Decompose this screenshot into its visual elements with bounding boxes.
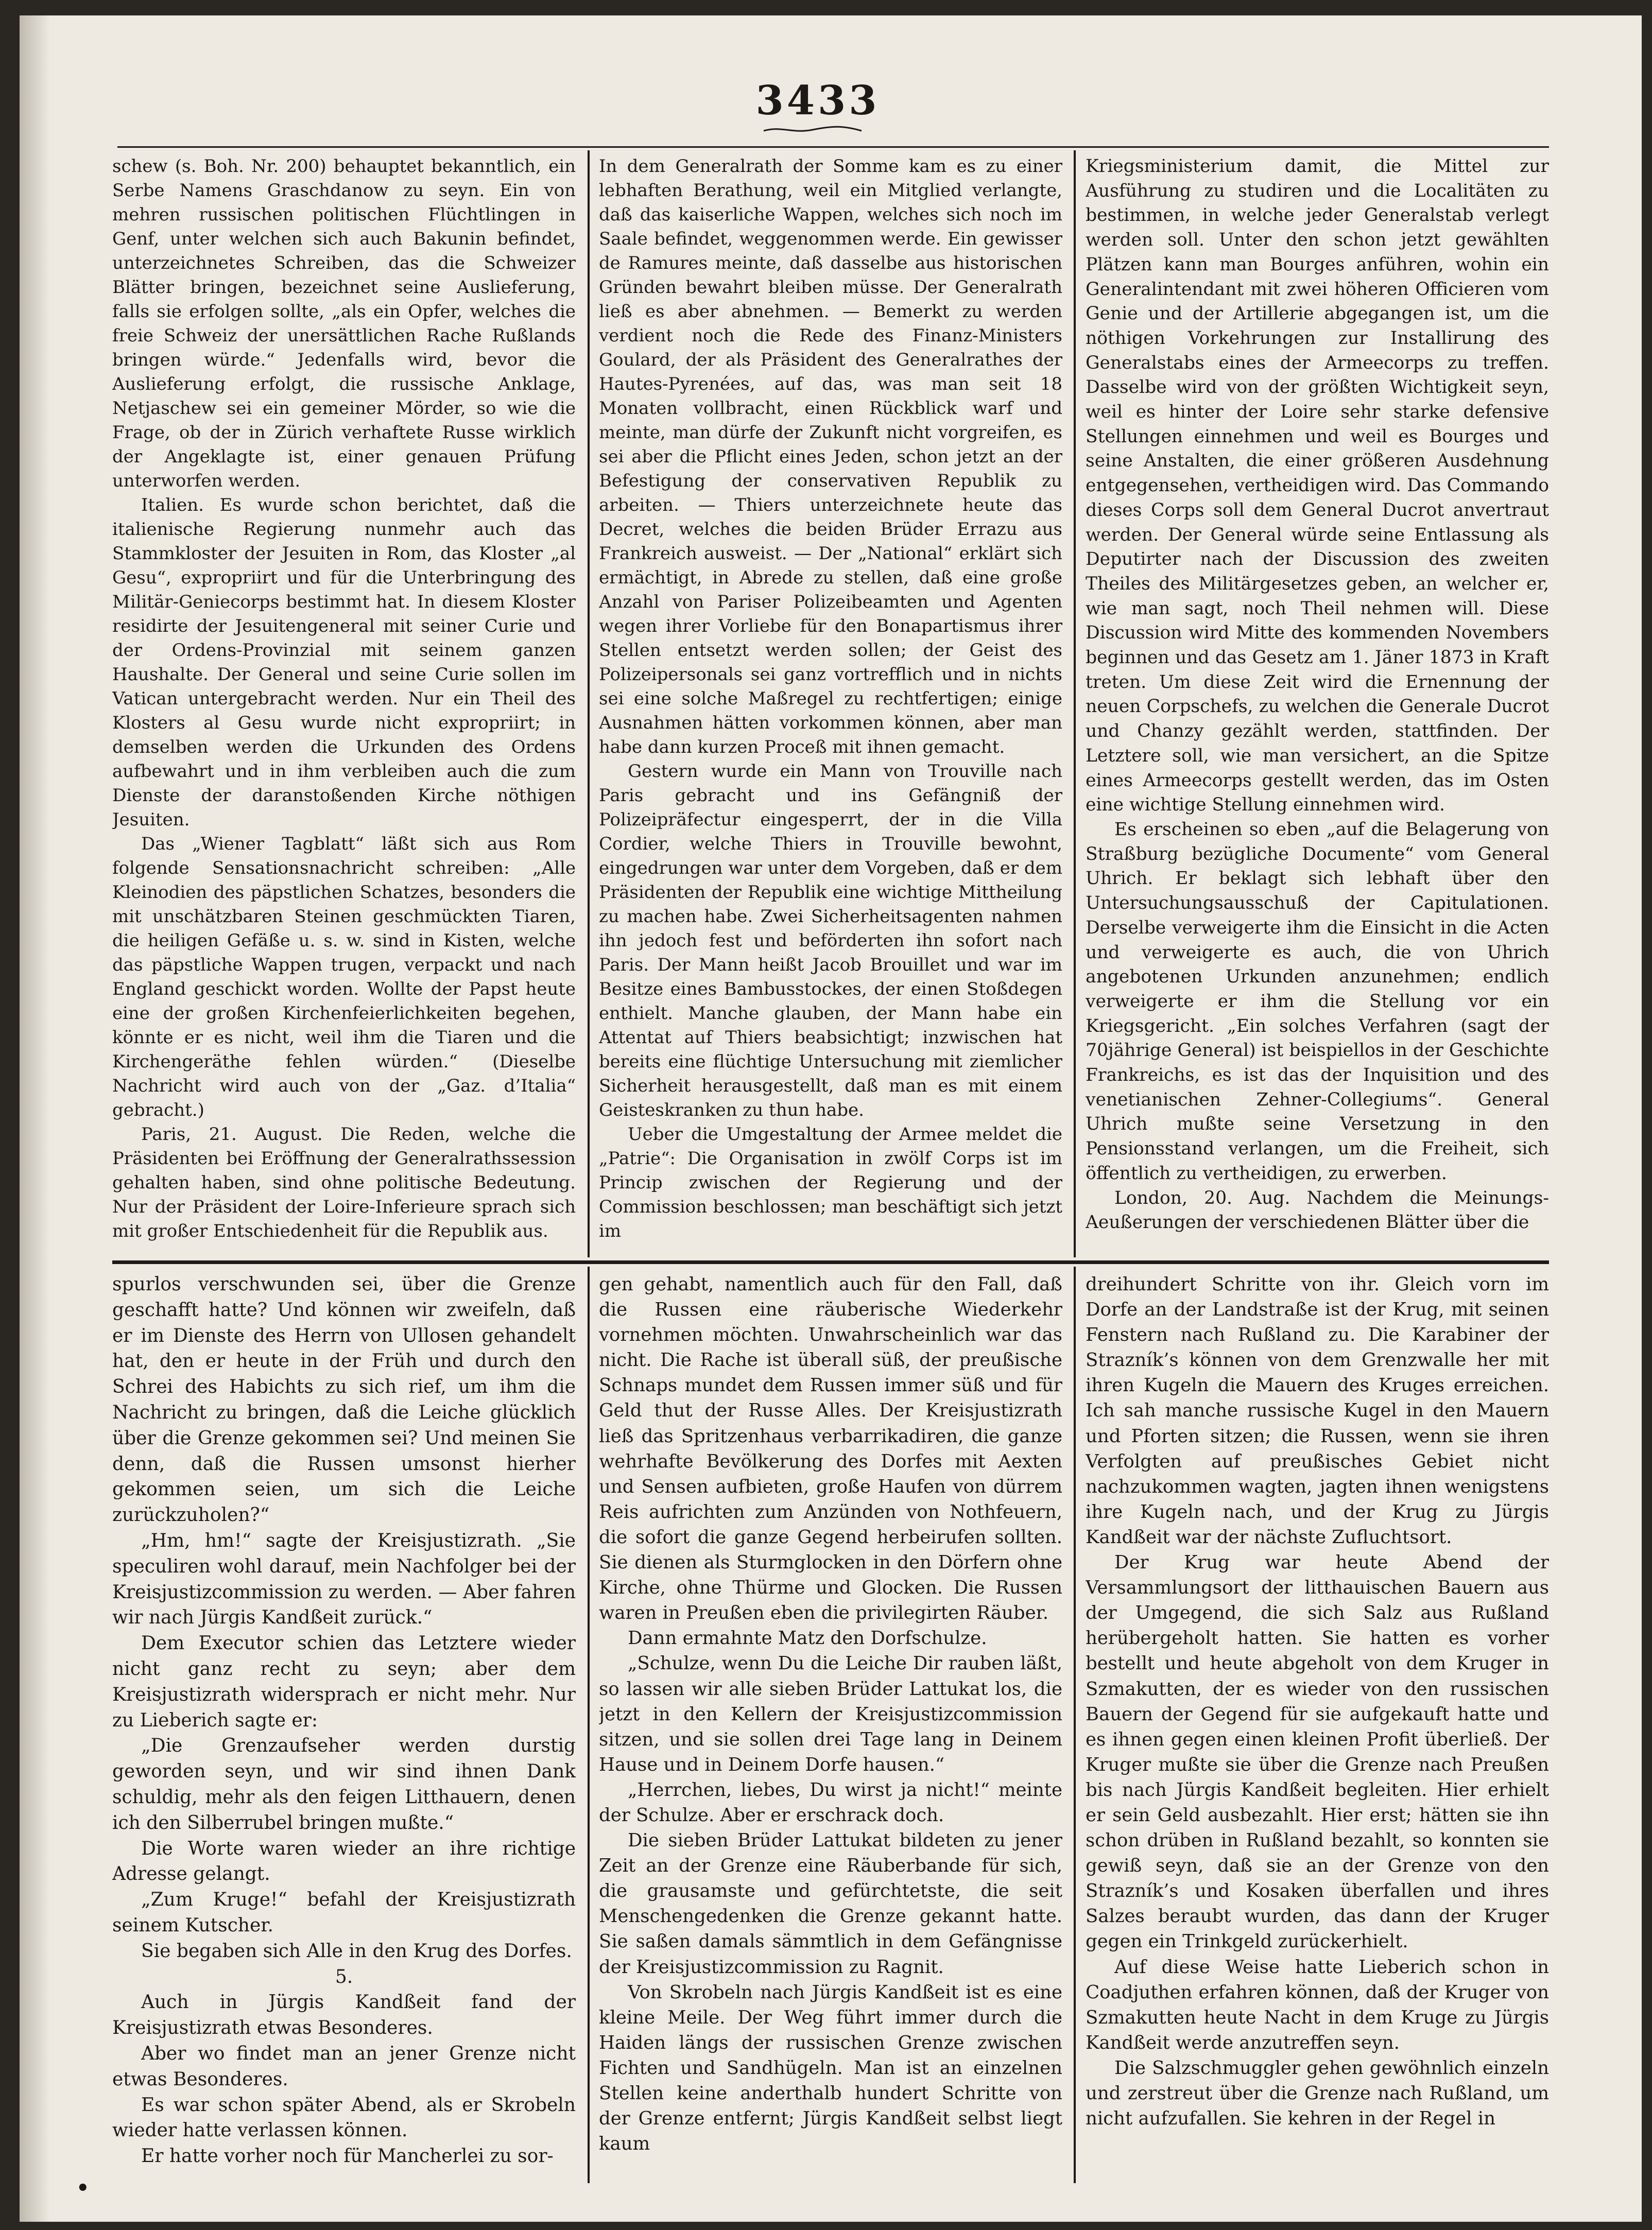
paragraph: Es erscheinen so eben „auf die Belagerung von Straßburg bezügliche Documente“ vom General Uhrich. Er beklagt sich lebhaft über den Untersuchungsausschuß der Capitulationen. Derselbe verweigerte ihm die Einsicht in die Acten und verweigerte es auch, die von Uhrich angebotenen Urkunden anzunehmen; endlich verweigerte er ihm die Stellung vor ein Kriegsgericht. „Ein solches Verfahren (sagt der 70jährige General) ist beispiellos in der Geschichte Frankreichs, es ist das der Inquisition und des venetianischen Zehner-Collegiums“. General Uhrich mußte seine Versetzung in den Pensionsstand verlangen, um die Freiheit, sich öffentlich zu vertheidigen, zu erwerben. bbox=[1086, 819, 1549, 1184]
page-number-flourish bbox=[761, 125, 864, 135]
paragraph: In dem Generalrath der Somme kam es zu einer lebhaften Berathung, weil ein Mitglied verlangte, daß das kaiserliche Wappen, welches sich noch im Saale befindet, weggenommen werde. Ein gewisser de Ramures meinte, daß dasselbe aus historischen Gründen bewahrt bleiben müsse. Der Generalrath ließ es aber abnehmen. — Bemerkt zu werden verdient noch die Rede des Finanz-Ministers Goulard, der als Präsident des Generalrathes der Hautes-Pyrenées, auf das, was man seit 18 Monaten vollbracht, einen Rückblick warf und meinte, man dürfe der Zukunft nicht vorgreifen, es sei aber die Pflicht eines Jeden, schon jetzt an der Befestigung der conservativen Republik zu arbeiten. — Thiers unterzeichnete heute das Decret, welches die beiden Brüder Errazu aus Frankreich ausweist. — Der „National“ erklärt sich ermächtigt, in Abrede zu stellen, daß eine große Anzahl von Pariser Polizeibeamten und Agenten wegen ihrer Vorliebe für den Bonapartismus ihrer Stellen entsetzt werden sollen; der Geist des Polizeipersonals sei ganz vortrefflich und in nichts sei eine solche Maßregel zu rechtfertigen; einige Ausnahmen hätten vorkommen können, aber man habe dann kurzen Proceß mit ihnen gemacht. bbox=[599, 156, 1062, 757]
column-rule bbox=[1074, 150, 1076, 1257]
column-rule bbox=[1074, 1267, 1076, 2183]
paragraph: Es war schon später Abend, als er Skrobeln wieder hatte verlassen können. bbox=[112, 2094, 576, 2141]
lower-column-3 bbox=[1086, 1272, 1549, 2178]
paragraph: Aber wo findet man an jener Grenze nicht etwas Besonderes. bbox=[112, 2043, 576, 2090]
paragraph: Von Skrobeln nach Jürgis Kandßeit ist es eine kleine Meile. Der Weg führt immer durch die Haiden längs der russischen Grenze zwischen Fichten und Sandhügeln. Man ist an einzelnen Stellen keine anderthalb hundert Schritte von der Grenze entfernt; Jürgis Kandßeit selbst liegt kaum bbox=[599, 1981, 1062, 2155]
lower-column-1 bbox=[112, 1272, 576, 2178]
paragraph: Dem Executor schien das Letztere wieder nicht ganz recht zu seyn; aber dem Kreisjustizrath widersprach er nicht mehr. Nur zu Lieberich sagte er: bbox=[112, 1633, 576, 1731]
paragraph: Das „Wiener Tagblatt“ läßt sich aus Rom folgende Sensationsnachricht schreiben: „Alle Kleinodien des päpstlichen Schatzes, besonders die mit unschätzbaren Steinen geschmückten Tiaren, die heiligen Gefäße u. s. w. sind in Kisten, welche das päpstliche Wappen trugen, verpackt und nach England geschickt worden. Wollte der Papst heute eine der großen Kirchenfeierlichkeiten begehen, könnte er es nicht, weil ihm die Tiaren und die Kirchengeräthe fehlen würden.“ (Dieselbe Nachricht wird auch von der „Gaz. d’Italia“ gebracht.) bbox=[112, 834, 576, 1120]
column-rule bbox=[588, 150, 590, 1257]
upper-column-3 bbox=[1086, 154, 1549, 1256]
paragraph: „Die Grenzaufseher werden durstig geworden seyn, und wir sind ihnen Dank schuldig, mehr als den feigen Litthauern, denen ich den Silberrubel bringen mußte.“ bbox=[112, 1735, 576, 1834]
paragraph: Kriegsministerium damit, die Mittel zur Ausführung zu studiren und die Localitäten zu bestimmen, in welche jeder Generalstab verlegt werden soll. Unter den schon jetzt gewählten Plätzen kann man Bourges anführen, wohin ein Generalintendant mit zwei höheren Officieren vom Genie und der Artillerie abgegangen ist, um die nöthigen Vorkehrungen zur Installirung des Generalstabs eines der Armeecorps zu treffen. Dasselbe wird von der größten Wichtigkeit seyn, weil es hinter der Loire sehr starke defensive Stellungen einnehmen und weil es Bourges und seine Anstalten, die einer größeren Ausdehnung entgegensehen, vertheidigen wird. Das Commando dieses Corps soll dem General Ducrot anvertraut werden. Der General würde seine Entlassung als Deputirter nach der Discussion des zweiten Theiles des Militärgesetzes geben, an welcher er, wie man sagt, noch Theil nehmen will. Diese Discussion wird Mitte des kommenden Novembers beginnen und das Gesetz am 1. Jäner 1873 in Kraft treten. Um diese Zeit wird die Ernennung der neuen Corpschefs, zu welchen die Generale Ducrot und Chanzy gezählt werden, stattfinden. Der Letztere soll, wie man versichert, an die Spitze eines Armeecorps gestellt werden, das im Osten eine wichtige Stellung einnehmen wird. bbox=[1086, 156, 1549, 816]
paragraph: Ueber die Umgestaltung der Armee meldet die „Patrie“: Die Organisation in zwölf Corps ist im Princip zwischen der Regierung und der Commission beschlossen; man beschäftigt sich jetzt im bbox=[599, 1124, 1062, 1241]
paragraph: spurlos verschwunden sei, über die Grenze geschafft hatte? Und können wir zweifeln, daß er im Dienste des Herrn von Ullosen gehandelt hat, den er heute in der Früh und durch den Schrei des Habichts zu sich rief, um ihm die Nachricht zu bringen, daß die Leiche glücklich über die Grenze gekommen sei? Und meinen Sie denn, daß die Russen umsonst hierher gekommen seien, um sich die Leiche zurückzuholen?“ bbox=[112, 1274, 576, 1526]
paragraph: „Schulze, wenn Du die Leiche Dir rauben läßt, so lassen wir alle sieben Brüder Lattukat los, die jetzt in den Kellern der Kreisjustizcommission sitzen, und sie sollen drei Tage lang in Deinem Hause und in Deinem Dorfe hausen.“ bbox=[599, 1653, 1062, 1775]
paragraph: Der Krug war heute Abend der Versammlungsort der litthauischen Bauern aus der Umgegend, die sich Salz aus Rußland herübergeholt hatten. Sie hatten es vorher bestellt und heute abgeholt von dem Kruger in Szmakutten, der es wieder von den russischen Bauern der Gegend für sie aufgekauft hatte und es ihnen gegen einen kleinen Profit überließ. Der Kruger mußte sie über die Grenze nach Preußen bis nach Jürgis Kandßeit begleiten. Hier erhielt er sein Geld ausbezahlt. Hier erst; hätten sie ihn schon drüben in Rußland bezahlt, so konnten sie gewiß seyn, daß sie an der Grenze von den Strazník’s und Kosaken überfallen und ihres Salzes beraubt wurden, das dann der Kruger gegen ein Trinkgeld zurückerhielt. bbox=[1086, 1552, 1549, 1952]
feuilleton-separator bbox=[112, 1260, 1549, 1264]
paragraph: Die sieben Brüder Lattukat bildeten zu jener Zeit an der Grenze eine Räuberbande für sich, die grausamste und gefürchtetste, die seit Menschengedenken die Grenze gekannt hatte. Sie saßen damals sämmtlich in dem Gefängnisse der Kreisjustizcommission zu Ragnit. bbox=[599, 1830, 1062, 1978]
paragraph: Die Salzschmuggler gehen gewöhnlich einzeln und zerstreut über die Grenze nach Rußland, um nicht aufzufallen. Sie kehren in der Regel in bbox=[1086, 2057, 1549, 2130]
paragraph: Die Worte waren wieder an ihre richtige Adresse gelangt. bbox=[112, 1838, 576, 1885]
chapter-number: 5. bbox=[335, 1966, 353, 1987]
paragraph: London, 20. Aug. Nachdem die Meinungs-Aeußerungen der verschiedenen Blätter über die bbox=[1086, 1187, 1549, 1233]
margin-mark: • bbox=[76, 2176, 90, 2200]
lower-column-2 bbox=[599, 1272, 1062, 2178]
paragraph: Auch in Jürgis Kandßeit fand der Kreisjustizrath etwas Besonderes. bbox=[112, 1992, 576, 2039]
paragraph: Paris, 21. August. Die Reden, welche die Präsidenten bei Eröffnung der Generalrathssession gehalten haben, sind ohne politische Bedeutung. Nur der Präsident der Loire-Inferieure sprach sich mit großer Entschiedenheit für die Republik aus. bbox=[112, 1124, 576, 1241]
paragraph: „Herrchen, liebes, Du wirst ja nicht!“ meinte der Schulze. Aber er erschrack doch. bbox=[599, 1779, 1062, 1826]
paragraph: Sie begaben sich Alle in den Krug des Dorfes. bbox=[141, 1940, 572, 1962]
newspaper-page bbox=[20, 15, 1642, 2222]
paragraph: Dann ermahnte Matz den Dorfschulze. bbox=[628, 1628, 987, 1649]
top-rule bbox=[117, 146, 1549, 148]
paragraph: „Zum Kruge!“ befahl der Kreisjustizrath seinem Kutscher. bbox=[112, 1889, 576, 1936]
page-number: 3433 bbox=[755, 77, 880, 124]
paragraph: Er hatte vorher noch für Mancherlei zu sor- bbox=[141, 2146, 554, 2167]
paragraph: dreihundert Schritte von ihr. Gleich vorn im Dorfe an der Landstraße ist der Krug, mit seinen Fenstern nach Rußland zu. Die Karabiner der Strazník’s können von dem Grenzwalle her mit ihren Kugeln die Mauern des Kruges erreichen. Ich sah manche russische Kugel in den Mauern und Pforten sitzen; die Russen, wenn sie ihren Verfolgten auf preußisches Gebiet nicht nachzukommen wagten, jagten ihnen wenigstens ihre Kugeln nach, und der Krug zu Jürgis Kandßeit war der nächste Zufluchtsort. bbox=[1086, 1274, 1549, 1548]
upper-column-2 bbox=[599, 154, 1062, 1256]
paragraph: gen gehabt, namentlich auch für den Fall, daß die Russen eine räuberische Wiederkehr vornehmen möchten. Unwahrscheinlich war das nicht. Die Rache ist überall süß, der preußische Schnaps mundet dem Russen immer süß und für Geld thut der Russe Alles. Der Kreisjustizrath ließ das Spritzenhaus verbarrikadiren, die ganze wehrhafte Bevölkerung des Dorfes mit Aexten und Sensen aufbieten, große Haufen von dürrem Reis aufrichten zum Anzünden von Nothfeuern, die sofort die ganze Gegend herbeirufen sollten. Sie dienen als Sturmglocken in den Dörfern ohne Kirche, ohne Thürme und Glocken. Die Russen waren in Preußen eben die privilegirten Räuber. bbox=[599, 1274, 1062, 1624]
paragraph: Auf diese Weise hatte Lieberich schon in Coadjuthen erfahren können, daß der Kruger von Szmakutten heute Nacht in dem Kruge zu Jürgis Kandßeit werde anzutreffen seyn. bbox=[1086, 1956, 1549, 2053]
paragraph: Italien. Es wurde schon berichtet, daß die italienische Regierung nunmehr auch das Stammkloster der Jesuiten in Rom, das Kloster „al Gesu“, expropriirt und für die Unterbringung des Militär-Geniecorps bestimmt hat. In diesem Kloster residirte der Jesuitengeneral mit seiner Curie und der Ordens-Provinzial mit seinem ganzen Haushalte. Der General und seine Curie sollen im Vatican untergebracht werden. Nur ein Theil des Klosters al Gesu wurde nicht expropriirt; in demselben werden die Urkunden des Ordens aufbewahrt und in ihm verbleiben auch die zum Dienste der daranstoßenden Kirche nöthigen Jesuiten. bbox=[112, 495, 576, 830]
upper-column-1 bbox=[112, 154, 576, 1256]
paragraph: schew (s. Boh. Nr. 200) behauptet bekanntlich, ein Serbe Namens Graschdanow zu seyn. Ein von mehren russischen politischen Flüchtlingen in Genf, unter welchen sich auch Bakunin befindet, unterzeichnetes Schreiben, das die Schweizer Blätter bringen, bezeichnet seine Auslieferung, falls sie erfolgen sollte, „als ein Opfer, welches die freie Schweiz der unersättlichen Rache Rußlands bringen würde.“ Jedenfalls wird, bevor die Auslieferung erfolgt, die russische Anklage, Netjaschew sei ein gemeiner Mörder, so wie die Frage, ob der in Zürich verhaftete Russe wirklich der Angeklagte ist, einer genauen Prüfung unterworfen werden. bbox=[112, 156, 576, 491]
paragraph: „Hm, hm!“ sagte der Kreisjustizrath. „Sie speculiren wohl darauf, mein Nachfolger bei der Kreisjustizcommission zu werden. — Aber fahren wir nach Jürgis Kandßeit zurück.“ bbox=[112, 1530, 576, 1629]
paragraph: Gestern wurde ein Mann von Trouville nach Paris gebracht und ins Gefängniß der Polizeipräfectur eingesperrt, der in die Villa Cordier, welche Thiers in Trouville bewohnt, eingedrungen war unter dem Vorgeben, daß er dem Präsidenten der Republik eine wichtige Mittheilung zu machen habe. Zwei Sicherheitsagenten nahmen ihn jedoch fest und beförderten ihn sofort nach Paris. Der Mann heißt Jacob Brouillet und war im Besitze eines Bambusstockes, der einen Stoßdegen enthielt. Manche glauben, der Mann habe ein Attentat auf Thiers beabsichtigt; inzwischen hat bereits eine flüchtige Untersuchung mit ziemlicher Sicherheit herausgestellt, daß man es mit einem Geisteskranken zu thun habe. bbox=[599, 761, 1062, 1120]
column-rule bbox=[588, 1267, 590, 2183]
